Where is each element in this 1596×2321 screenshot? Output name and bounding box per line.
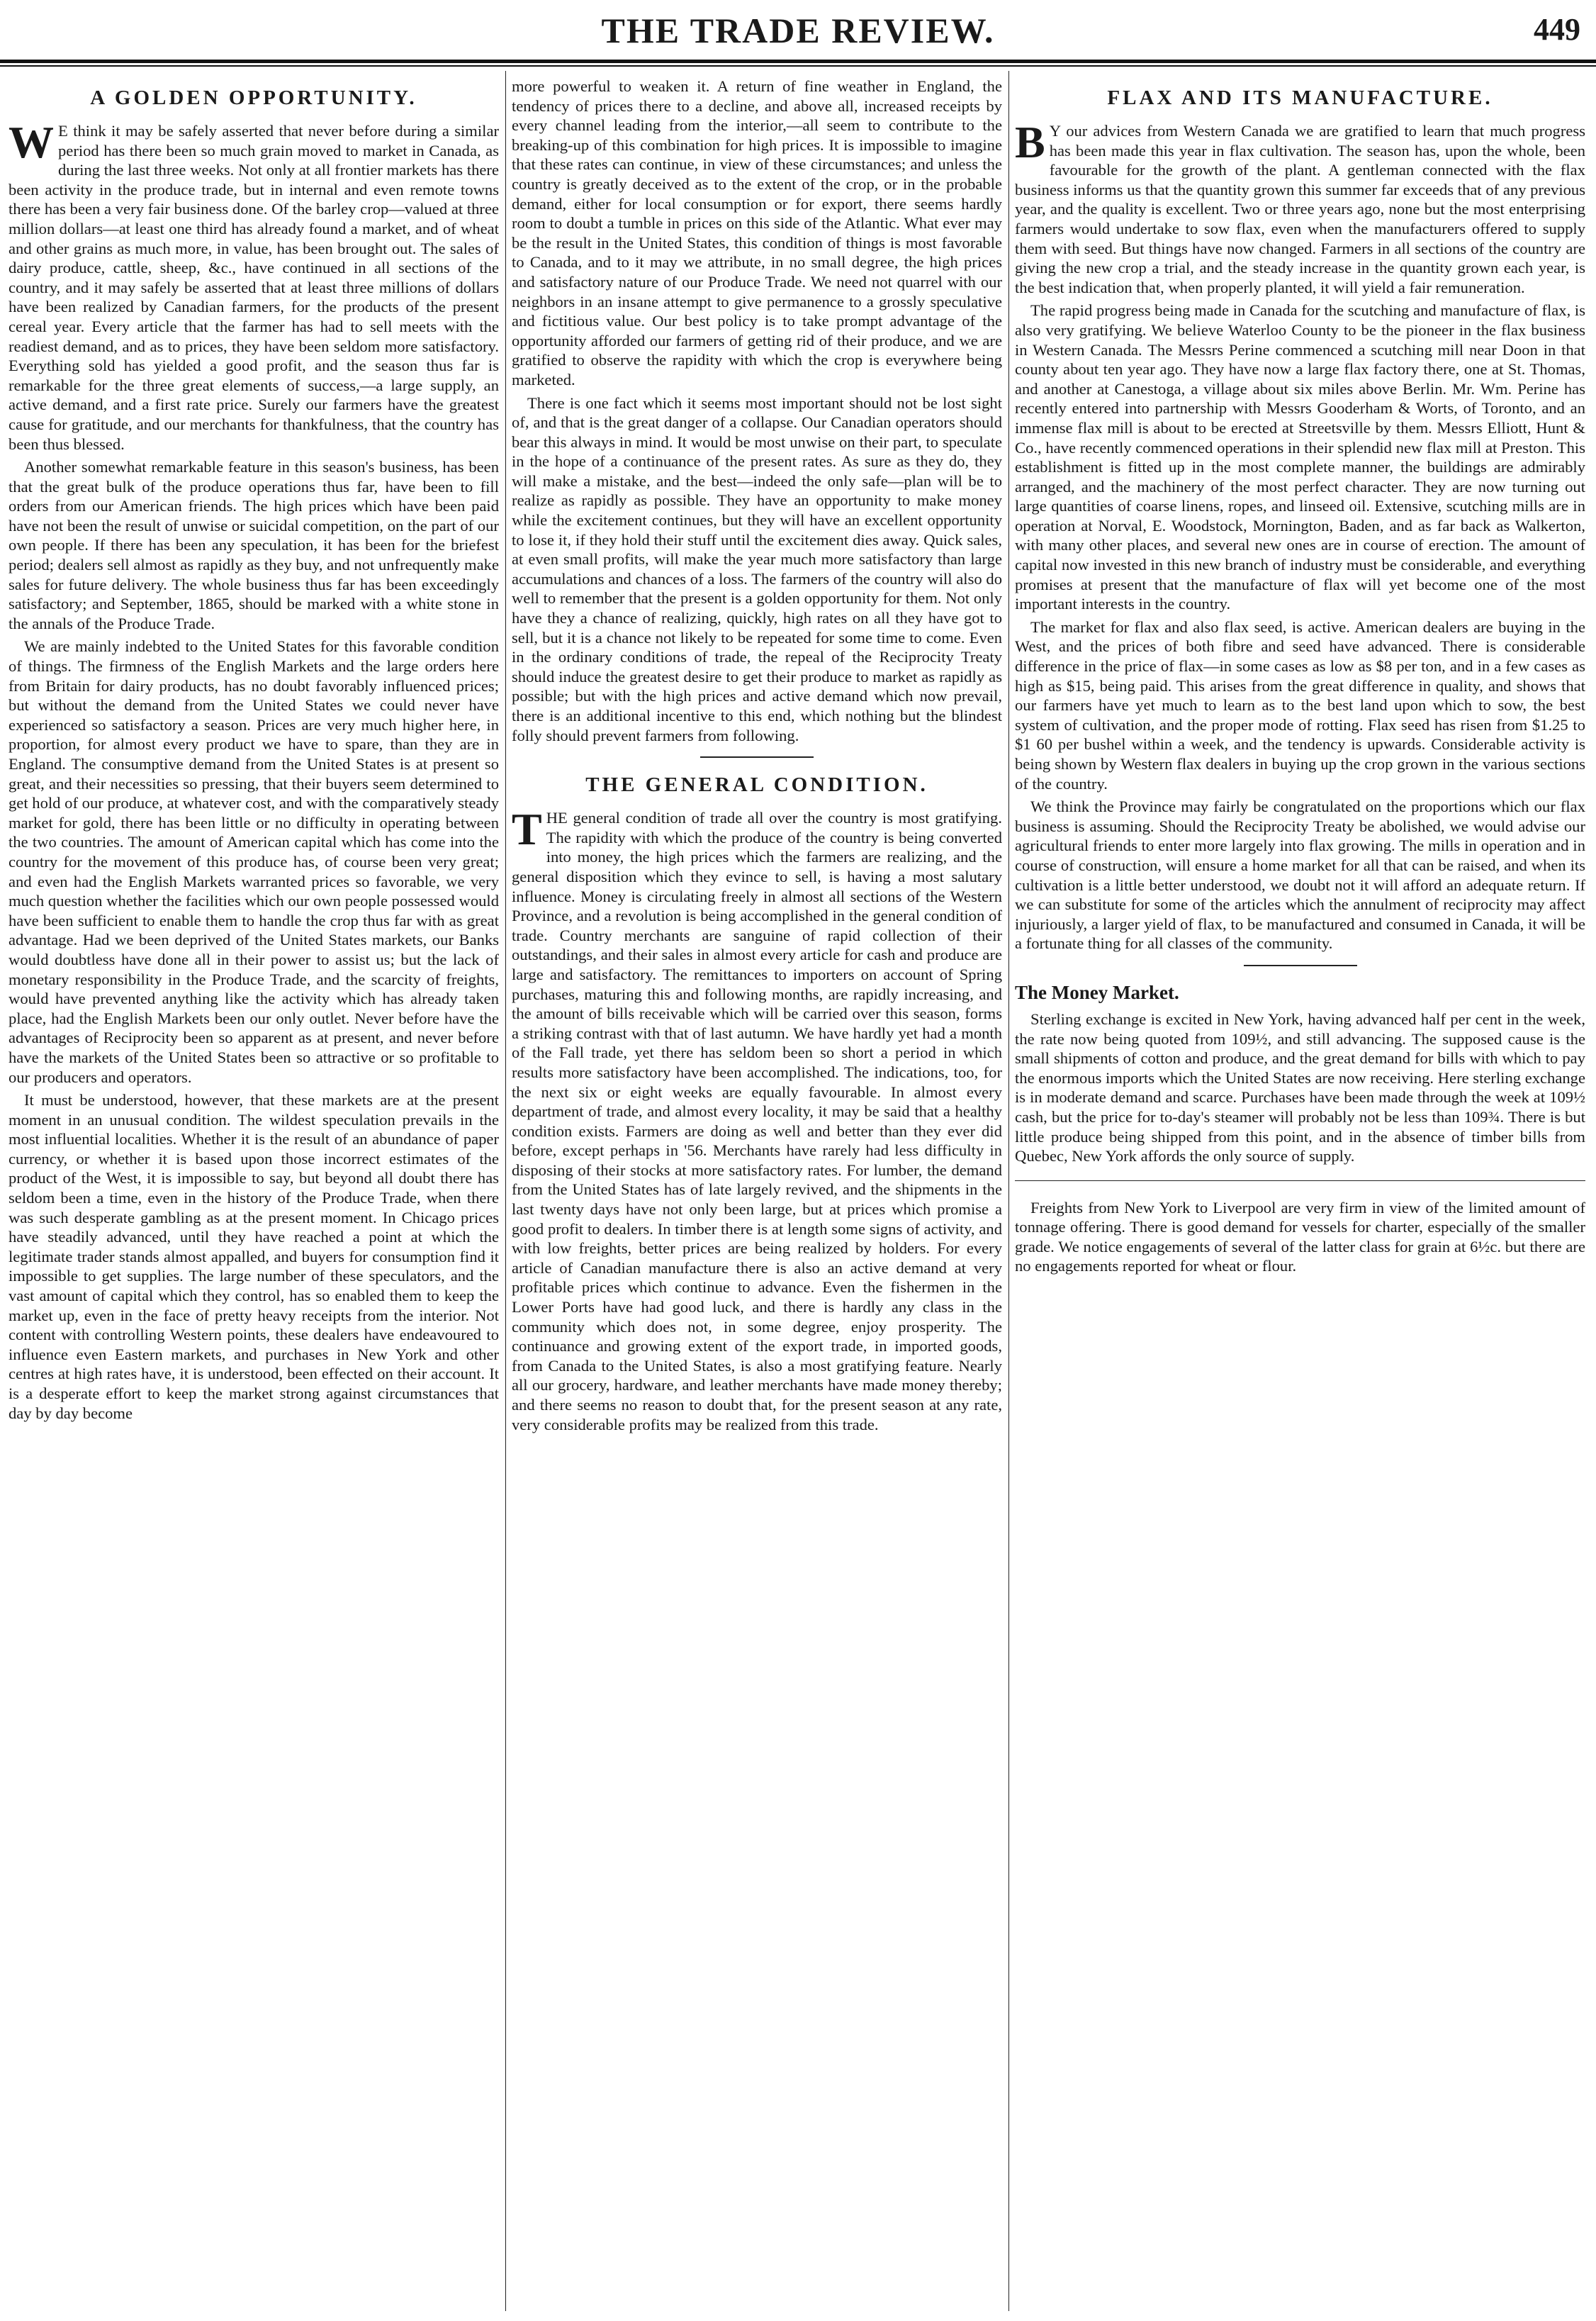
column-separator xyxy=(505,71,506,2311)
column-separator xyxy=(1008,71,1009,2311)
column-3 xyxy=(1015,77,1585,2308)
article-paragraph: The market for flax and also flax seed, is active. American dealers are buying in the West, and the prices of both fibre and seed have advanced. There is considerable difference in the price of flax—in some cases as low as $8 per ton, and in a few cases as high as $15, being paid. This arises from the great difference in quality, and shows that our farmers have yet much to learn as to the best land upon which to sow, the best system of cultivation, and the proper mode of rotting. Flax seed has risen from $1.25 to $1 60 per bushel within a week, and the tendency is upwards. Considerable activity is being shown by Western flax dealers in buying up the crop grown in the various sections of the country. xyxy=(1015,617,1585,793)
article-paragraph: THE general condition of trade all over the country is most gratifying. The rapidity with which the produce of the country is being converted into money, the high prices which the farmers are realizing, and the general disposition which they evince to sell, is having a most salutary influence. Money is circulating freely in almost all sections of the Western Province, and a revolution is being accomplished in the general condition of trade. Country merchants are sanguine of rapid collection of their outstandings, and their sales in almost every article for cash and produce are large and satisfactory. The remittances to importers on account of Spring purchases, maturing this and following months, are rapidly increasing, and the amount of bills receivable which will be carried over this season, forms a striking contrast with that of last autumn. We have hardly yet had a month of the Fall trade, yet there has seldom been so short a period in which results more satisfactory have been accomplished. The indications, too, for the next six or eight weeks are equally favourable. In almost every department of trade, and almost every locality, it may be said that a healthy condition exists. Farmers are doing as well and better than they ever did before, except perhaps in '56. Merchants have rarely had less difficulty in disposing of their stocks at more satisfactory rates. For lumber, the demand from the United States has of late largely revived, and the shipments in the last twenty days have not only been large, but at prices which promise a good profit to dealers. In timber there is at length some signs of activity, and with low freights, better prices are being realized by holders. For every article of Canadian manufacture there is also an active demand at very profitable prices which continue to advance. Even the fishermen in the Lower Ports have had good luck, and there is hardly any class in the community which does not, in some degree, enjoy prosperity. The continuance and growing extent of the export trade, in imported goods, from Canada to the United States, is also a most gratifying feature. Nearly all our grocery, hardware, and leather merchants have made money thereby; and there seems no reason to doubt that, for the present season at any rate, very considerable profits may be realized from this trade. xyxy=(512,804,1002,1433)
column-1 xyxy=(9,77,499,2308)
article-paragraph: WE think it may be safely asserted that never before during a similar period has there been so much grain moved to market in Canada, as during the last three weeks. Not only at all frontier markets has there been activity in the produce trade, but in internal and even remote towns there has been a very fair business done. Of the barley crop—valued at three million dollars—at least one third has already found a market, and of wheat and other grains as much more, in value, has been brought out. The sales of dairy produce, cattle, sheep, &c., have continued in all sections of the country, and it may safely be asserted that at least three millions of dollars have been realized by Canadian farmers, for the products of the present cereal year. Every article that the farmer has had to sell meets with the readiest demand, and as to prices, they have been seldom more satisfactory. Everything sold has yielded a good profit, and the season thus far is remarkable for the three great elements of success,—a large supply, an active demand, and a first rate price. Surely our farmers have the greatest cause for gratitude, and our merchants for thankfulness, that the country has been thus blessed. xyxy=(9,117,499,453)
article-paragraph: Freights from New York to Liverpool are very firm in view of the limited amount of tonnage offering. There is good demand for vessels for charter, especially of the smaller grade. We notice engagements of several of the latter class for grain at 6½c. but there are no engagements reported for wheat or flour. xyxy=(1015,1198,1585,1275)
section-divider xyxy=(700,756,814,758)
masthead xyxy=(0,0,1596,61)
article-heading-general-condition: THE GENERAL CONDITION. xyxy=(585,773,928,797)
article-paragraph: There is one fact which it seems most important should not be lost sight of, and that is the great danger of a collapse. Our Canadian operators should bear this always in mind. It would be most unwise on their part, to speculate in the hope of a continuance of the present rates. As sure as they do, they will make a mistake, and the best—indeed the only safe—plan will be to realize as rapidly as possible. They have an opportunity to make money while the excitement continues, but they will have an excellent opportunity to lose it, if they hold their stuff until the excitement dies away. Quick sales, at even small profits, will make the year much more satisfactory than large accumulations and chances of a loss. The farmers of the country will also do well to remember that the present is a golden opportunity for them. Not only have they a chance of realizing, quickly, high rates on all they have got to sell, but it is a chance not likely to be repeated for some time to come. Even in the ordinary conditions of trade, the repeal of the Reciprocity Treaty should induce the greatest desire to get their produce to market as rapidly as possible; but with the high prices and active demand which now prevail, there is an additional incentive to this end, which nothing but the blindest folly should prevent farmers from following. xyxy=(512,393,1002,744)
article-heading-golden-opportunity: A GOLDEN OPPORTUNITY. xyxy=(90,86,417,109)
masthead-rule-thin xyxy=(0,65,1596,67)
section-divider xyxy=(1015,1180,1585,1181)
publication-title: THE TRADE REVIEW. xyxy=(601,11,995,50)
article-paragraph: It must be understood, however, that these markets are at the present moment in an unusual condition. The wildest speculation prevails in the most influential localities. Whether it is the result of an abundance of paper currency, or whether it is based upon those incorrect estimates of the product of the West, it is impossible to say, but beyond all doubt there has seldom been a time, even in the history of the Produce Trade, when there was such desperate gambling as at the present moment. In Chicago prices have steadily advanced, until they have reached a point at which the legitimate trader stands almost appalled, and buyers for consumption find it impossible to get supplies. The large number of these speculators, and the vast amount of capital which they control, has so enabled them to keep the market up, even in the face of pretty heavy receipts from the interior. Not content with controlling Western points, these dealers have endeavoured to influence even Eastern markets, and purchases in New York and other centres at high rates have, it is understood, been effected on their account. It is a desperate effort to keep the market strong against circumstances that day by day become xyxy=(9,1091,499,1422)
article-paragraph: We are mainly indebted to the United States for this favorable condition of things. The firmness of the English Markets and the large orders here from Britain for dairy products, has no doubt favorably influenced prices; but without the demand from the United States we could never have experienced so satisfactory a season. Prices are very much higher here, in proportion, for almost every product we have to spare, than they are in England. The consumptive demand from the United States is at present so great, and their necessities so pressing, that their buyers seem determined to get hold of our produce, at whatever cost, and with the comparatively steady market for gold, there has been little or no difficulty in operating between the two countries. The amount of American capital which has come into the country for the movement of this produce has, of course been very great; and even had the English Markets warranted prices so favorable, we very much question whether the facilities which our own people possessed would have been sufficient to enable them to handle the crop thus far with as great advantage. Had we been deprived of the United States markets, our Banks would doubtless have done all in their power to assist us; but the lack of monetary responsibility in the Produce Trade, and the scarcity of freights, would have prevented anything like the activity which has already taken place, had the English Markets been our only outlet. Never before have the advantages of Reciprocity been so apparent as at present, and never before have the markets of the United States been so attractive or so profitable to our producers and operators. xyxy=(9,637,499,1086)
masthead-rule-thick xyxy=(0,60,1596,63)
column-2 xyxy=(512,77,1002,2308)
article-paragraph: Sterling exchange is excited in New York, having advanced half per cent in the week, the rate now being quoted from 109½, and still advancing. The supposed cause is the small shipments of cotton and produce, and the great demand for bills with which to pay the enormous imports which the United States are now receiving. Here sterling exchange is in moderate demand and scarce. Purchases have been made through the week at 109½ cash, but the price for to-day's steamer will probably not be less than 109¾. There is but little produce being shipped from this point, and in the absence of timber bills from Quebec, New York affords the only source of supply. xyxy=(1015,1010,1585,1165)
page-number: 449 xyxy=(1534,12,1580,47)
article-paragraph: We think the Province may fairly be congratulated on the proportions which our flax business is assuming. Should the Reciprocity Treaty be abolished, we would advise our agricultural friends to enter more largely into flax growing. The mills in operation and in course of construction, will ensure a home market for all that can be raised, and when its cultivation is a little better understood, we doubt not it will afford an adequate return. If we can substitute for some of the articles which the annulment of reciprocity may affect injuriously, a larger yield of flax, to be manufactured and consumed in Canada, it will be a fortunate thing for all classes of the community. xyxy=(1015,798,1585,953)
article-paragraph: BY our advices from Western Canada we are gratified to learn that much progress has been made this year in flax cultivation. The season has, upon the whole, been favourable for the growth of the plant. A gentleman connected with the flax business informs us that the quantity grown this summer far exceeds that of any previous year, and the quality is excellent. Two or three years ago, none but the most enterprising farmers would undertake to sow flax, even when the manufacturers offered to supply them with seed. But things have now changed. Farmers in all sections of the country are giving the new crop a trial, and the steady increase in the quantity grown each year, is the best indication that, when properly planted, it will yield a fair remuneration. xyxy=(1015,117,1585,296)
article-paragraph: more powerful to weaken it. A return of fine weather in England, the tendency of prices there to a decline, and above all, increased receipts by every channel leading from the interior,—all seem to contribute to the breaking-up of this combination for high prices. It is impossible to imagine that these rates can continue, in view of these circumstances; and unless the country is greatly deceived as to the extent of the crop, or in the probable demand, either for local consumption or for export, there seems hardly room to doubt a tumble in prices on this side of the Atlantic. What ever may be the result in the United States, this condition of things is most favorable to Canada, and to it may we attribute, in no small degree, the high prices and satisfactory nature of our Produce Trade. We need not quarrel with our neighbors in an insane attempt to give permanence to a grossly speculative and fictitious value. Our best policy is to take prompt advantage of the opportunity afforded our farmers of getting rid of their produce, and we are gratified to observe the rapidity with which the crop is everywhere being marketed. xyxy=(512,77,1002,388)
article-paragraph: The rapid progress being made in Canada for the scutching and manufacture of flax, is also very gratifying. We believe Waterloo County to be the pioneer in the flax business in Western Canada. The Messrs Perine commenced a scutching mill near Doon in that county about ten year ago. They have now a large flax factory there, one at St. Thomas, and another at Canestoga, a village about six miles above Berlin. Mr. Wm. Perine has recently entered into partnership with Messrs Gooderham & Worts, of Toronto, and an immense flax mill is about to be erected at Streetsville by them. Messrs Elliott, Hunt & Co., have recently commenced operations in their splendid new flax mill at Preston. This establishment is fitted up in the most complete manner, the buildings are admirably arranged, and the machinery of the most perfect character. They are now turning out large quantities of coarse linens, ropes, and linseed oil. Extensive, scutching mills are in operation at Norval, E. Woodstock, Mornington, Baden, and as far back as Walkerton, with many other places, and several new ones are in course of erection. The amount of capital now invested in this new branch of industry must be considerable, and everything promises at present that the manufacture of flax will yet become one of the most important interests in the country. xyxy=(1015,301,1585,613)
article-heading-flax: FLAX AND ITS MANUFACTURE. xyxy=(1107,86,1493,109)
article-paragraph: Another somewhat remarkable feature in this season's business, has been that the great bulk of the produce operations thus far, have been to fill orders from our American friends. The high prices which have been paid have not been the result of unwise or suicidal competition, on the part of our own people. If there has been any speculation, it has been for the briefest period; dealers sell almost as rapidly as they buy, and not unfrequently make sales for future delivery. The whole business thus far has been exceedingly satisfactory; and September, 1865, should be marked with a white stone in the annals of the Produce Trade. xyxy=(9,458,499,632)
section-divider xyxy=(1244,965,1357,966)
article-heading-money-market: The Money Market. xyxy=(1015,981,1179,1003)
